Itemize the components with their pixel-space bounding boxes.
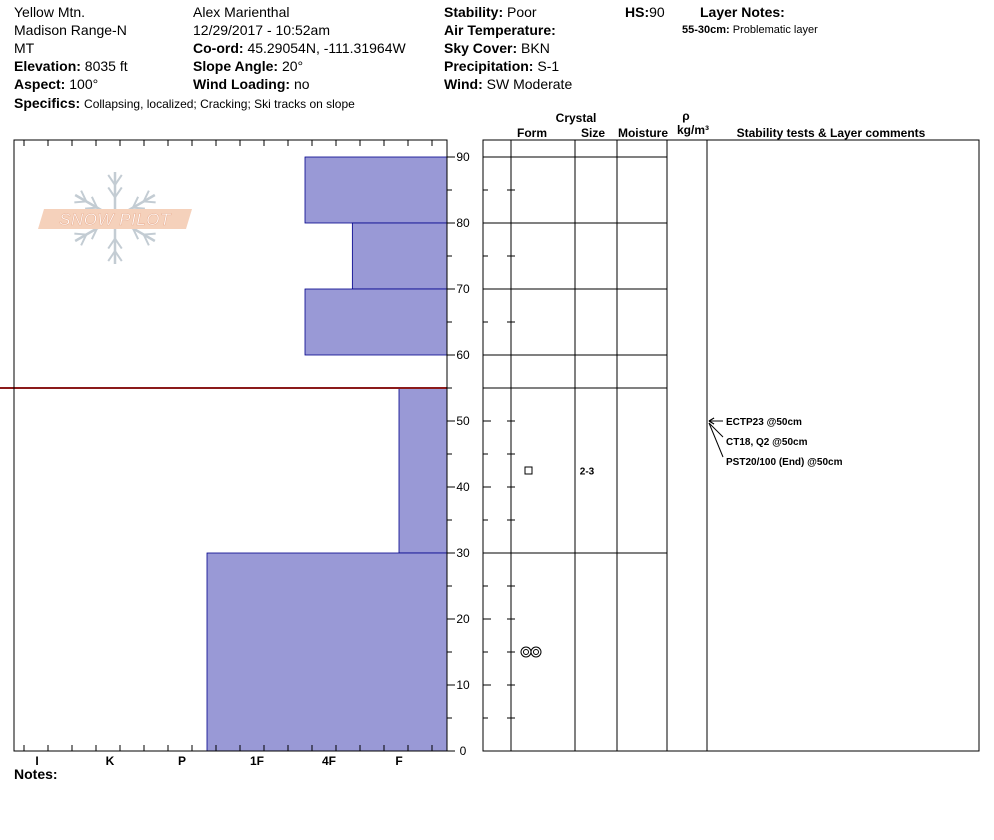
coord-value: 45.29054N, -111.31964W	[247, 40, 406, 56]
state-name: MT	[14, 40, 35, 56]
elevation-value: 8035 ft	[84, 58, 128, 74]
aspect-value: 100°	[69, 76, 99, 92]
stability-test-text: PST20/100 (End) @50cm	[726, 457, 843, 468]
stability-test-leader	[709, 423, 723, 457]
hardness-label: P	[177, 754, 187, 768]
notes-label: Notes:	[14, 766, 58, 782]
snowflake-icon	[144, 201, 156, 202]
crystal-size: 2-3	[579, 466, 595, 478]
snowpilot-logo	[38, 172, 192, 264]
coord-label: Co-ord:	[193, 40, 244, 56]
size-header: Size	[580, 126, 606, 140]
comments-header: Stability tests & Layer comments	[736, 126, 926, 140]
range-name: Madison Range-N	[14, 22, 127, 38]
wind-loading-value: no	[293, 76, 310, 92]
snowflake-icon	[74, 201, 86, 202]
stratigraphy-table	[483, 109, 926, 751]
snowflake-icon	[74, 234, 86, 235]
crystal-form-round-icon	[524, 650, 529, 655]
stability-label: Stability:	[444, 4, 504, 20]
y-tick-label: 50	[456, 414, 470, 428]
sky-value: BKN	[521, 40, 550, 56]
observation-datetime: 12/29/2017 - 10:52am	[193, 22, 330, 38]
y-axis	[447, 150, 515, 758]
hs-label: HS:	[625, 4, 650, 20]
precip-label: Precipitation:	[444, 58, 534, 74]
hardness-label: 4F	[321, 754, 337, 768]
density-header: kg/m³	[676, 123, 710, 137]
hardness-layer-bar	[305, 157, 447, 223]
moisture-header: Moisture	[617, 126, 669, 140]
hardness-layer-bar	[399, 388, 447, 553]
y-tick-label: 70	[456, 282, 470, 296]
snowflake-icon	[85, 208, 97, 209]
layer-note-range: 55-30cm:	[682, 24, 730, 36]
crystal-header: Crystal	[555, 111, 597, 125]
slope-value: 20°	[281, 58, 304, 74]
elevation-label: Elevation:	[14, 58, 81, 74]
y-tick-label: 40	[456, 480, 470, 494]
logo-text: SNOW PILOT	[59, 210, 171, 229]
stability-test-leader	[709, 423, 723, 437]
crystal-form-round-icon	[531, 647, 541, 657]
y-tick-label: 80	[456, 216, 470, 230]
snowflake-icon	[133, 208, 145, 209]
air-temp-label: Air Temperature:	[444, 22, 556, 38]
y-tick-label: 20	[456, 612, 470, 626]
aspect-label: Aspect:	[14, 76, 66, 92]
hs-value: 90	[649, 4, 665, 20]
stability-test-text: ECTP23 @50cm	[726, 417, 802, 428]
rho-header: ρ	[682, 109, 690, 123]
layer-notes-label: Layer Notes:	[700, 4, 785, 20]
stability-test-text: CT18, Q2 @50cm	[726, 437, 808, 448]
observer-name: Alex Marienthal	[193, 4, 290, 20]
hardness-label: F	[395, 754, 403, 768]
y-tick-label: 60	[456, 348, 470, 362]
crystal-form-round-icon	[521, 647, 531, 657]
hardness-label: I	[35, 754, 39, 768]
form-header: Form	[517, 126, 547, 140]
crystal-form-round-icon	[534, 650, 539, 655]
hardness-layer-bar	[352, 223, 447, 289]
precip-value: S-1	[537, 58, 560, 74]
y-tick-label: 90	[456, 150, 470, 164]
hardness-layer-bar	[305, 289, 447, 355]
snowflake-icon	[144, 234, 156, 235]
y-tick-label: 30	[456, 546, 470, 560]
specifics-value: Collapsing, localized; Cracking; Ski tracks on slope	[84, 97, 355, 111]
crystal-form-square-icon	[525, 467, 532, 474]
hardness-layers	[0, 157, 447, 751]
hardness-label: K	[105, 754, 115, 768]
y-tick-label: 0	[459, 744, 467, 758]
hardness-label: 1F	[249, 754, 265, 768]
wind-value: SW Moderate	[486, 76, 573, 92]
location-name: Yellow Mtn.	[14, 4, 86, 20]
sky-label: Sky Cover:	[444, 40, 518, 56]
chart-frames	[14, 140, 979, 751]
hardness-layer-bar	[207, 553, 447, 751]
slope-label: Slope Angle:	[193, 58, 279, 74]
specifics-label: Specifics:	[14, 95, 81, 111]
wind-loading-label: Wind Loading:	[193, 76, 291, 92]
stability-value: Poor	[507, 4, 537, 20]
y-tick-label: 10	[456, 678, 470, 692]
layer-note-text: Problematic layer	[732, 24, 818, 36]
wind-label: Wind:	[444, 76, 483, 92]
